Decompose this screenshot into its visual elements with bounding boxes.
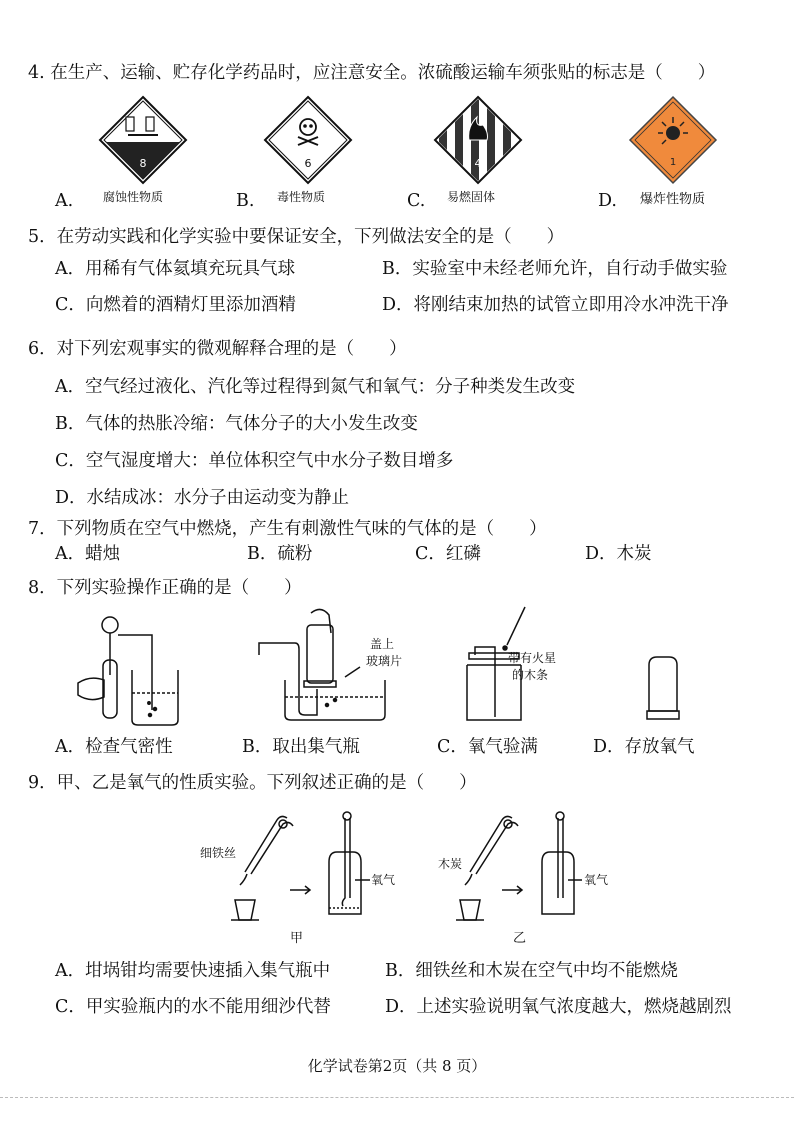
q4-option-a-letter: A. — [55, 191, 74, 211]
page-divider — [0, 1097, 794, 1098]
q7-option-b: B．硫粉 — [247, 544, 313, 564]
q9-label-oxygen-1: 氧气 — [371, 873, 396, 887]
q4-option-d-label: 爆炸性物质 — [640, 192, 706, 207]
airtightness-check-figure — [78, 617, 178, 725]
store-oxygen-figure — [647, 657, 679, 719]
q9-label-iron-wire: 细铁丝 — [200, 846, 237, 860]
q4-option-a-label: 腐蚀性物质 — [103, 190, 164, 204]
q9-label-charcoal: 木炭 — [438, 857, 463, 871]
q4-hazard-signs — [88, 95, 768, 190]
q9-label-yi: 乙 — [513, 931, 527, 946]
q9-option-c: C．甲实验瓶内的水不能用细沙代替 — [55, 997, 331, 1017]
q5-stem: 5．在劳动实践和化学实验中要保证安全，下列做法安全的是（ ） — [28, 227, 565, 247]
q9-experiment-figures — [195, 800, 615, 950]
q8-b-note-line2: 玻璃片 — [366, 654, 403, 668]
charcoal-experiment — [456, 812, 582, 920]
q9-stem: 9．甲、乙是氧气的性质实验。下列叙述正确的是（ ） — [28, 773, 477, 793]
iron-wire-experiment — [231, 812, 370, 920]
q4-option-d-letter: D. — [598, 191, 617, 211]
q8-option-d: D．存放氧气 — [593, 737, 695, 757]
flammable-sign-number: 4 — [474, 157, 482, 170]
q4-stem: 4. 在生产、运输、贮存化学药品时，应注意安全。浓硫酸运输车须张贴的标志是（ ） — [28, 63, 716, 83]
q5-option-b: B．实验室中未经老师允许，自行动手做实验 — [382, 259, 728, 279]
q8-b-note-line1: 盖上 — [370, 637, 395, 651]
explosive-sign-number: 1 — [669, 157, 677, 168]
corrosive-sign-number: 8 — [139, 157, 147, 170]
q5-option-d: D．将刚结束加热的试管立即用冷水冲洗干净 — [382, 295, 729, 315]
q6-option-a: A．空气经过液化、汽化等过程得到氮气和氧气：分子种类发生改变 — [55, 377, 576, 397]
q9-option-a: A．坩埚钳均需要快速插入集气瓶中 — [55, 961, 331, 981]
q8-stem: 8．下列实验操作正确的是（ ） — [28, 578, 302, 598]
q8-c-note-line1: 带有火星 — [508, 651, 557, 665]
q5-option-c: C．向燃着的酒精灯里添加酒精 — [55, 295, 296, 315]
q8-apparatus-figures — [70, 605, 710, 730]
flammable-solid-sign — [433, 95, 523, 185]
q9-option-d: D．上述实验说明氧气浓度越大，燃烧越剧烈 — [385, 997, 732, 1017]
explosive-sign — [630, 97, 716, 183]
q6-option-c: C．空气湿度增大：单位体积空气中水分子数目增多 — [55, 451, 454, 471]
q7-option-a: A．蜡烛 — [55, 544, 121, 564]
q4-option-c-label: 易燃固体 — [447, 190, 496, 204]
corrosive-sign — [100, 97, 186, 183]
q4-option-c-letter: C. — [407, 191, 426, 211]
q6-stem: 6．对下列宏观事实的微观解释合理的是（ ） — [28, 339, 407, 359]
q7-option-c: C．红磷 — [415, 544, 481, 564]
q5-option-a: A．用稀有气体氦填充玩具气球 — [55, 259, 296, 279]
q7-stem: 7．下列物质在空气中燃烧，产生有刺激性气味的气体的是（ ） — [28, 519, 547, 539]
toxic-sign-number: 6 — [304, 157, 312, 170]
q6-option-d: D．水结成冰：水分子由运动变为静止 — [55, 488, 350, 508]
q7-option-d: D．木炭 — [585, 544, 652, 564]
toxic-sign — [265, 97, 351, 183]
q6-option-b: B．气体的热胀冷缩：气体分子的大小发生改变 — [55, 414, 418, 434]
q8-option-b: B．取出集气瓶 — [242, 737, 360, 757]
q8-option-c: C．氧气验满 — [437, 737, 538, 757]
q9-label-jia: 甲 — [290, 931, 304, 946]
page-footer: 化学试卷第2页（共 8 页） — [307, 1057, 487, 1075]
q4-option-b-label: 毒性物质 — [277, 190, 326, 204]
q8-c-note-line2: 的木条 — [512, 668, 549, 682]
q9-label-oxygen-2: 氧气 — [584, 873, 609, 887]
q8-option-a: A．检查气密性 — [55, 737, 173, 757]
q4-option-b-letter: B. — [236, 191, 255, 211]
q9-option-b: B．细铁丝和木炭在空气中均不能燃烧 — [385, 961, 678, 981]
